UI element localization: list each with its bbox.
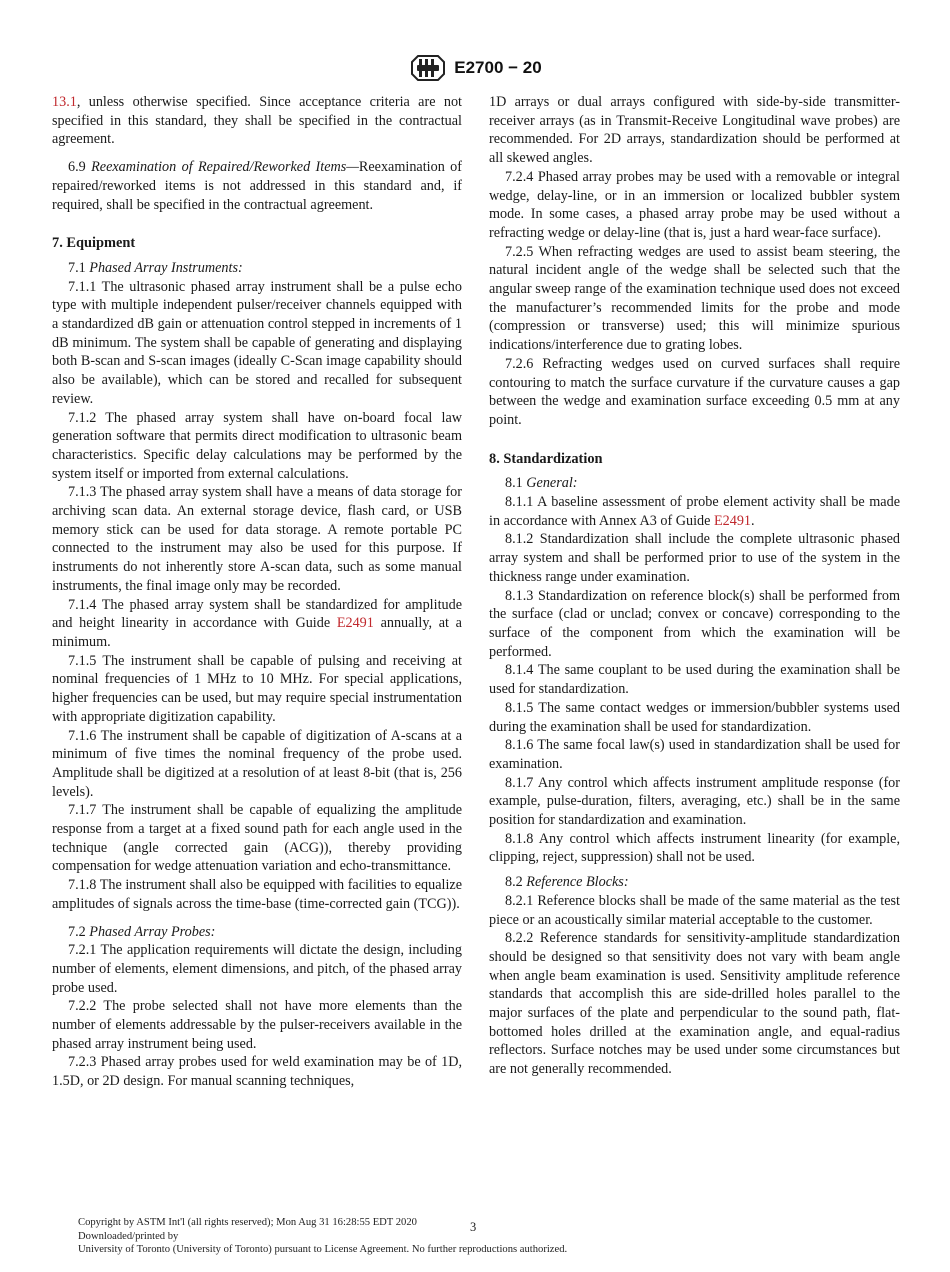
page-header (0, 50, 950, 86)
section-8-1-4: 8.1.4 The same couplant to be used during the examination shall be used for standardization. (489, 662, 900, 698)
page-footer (78, 1216, 878, 1257)
section-7-1-8: 7.1.8 The instrument shall also be equipped with facilities to equalize amplitudes of signals across the time-base (time-corrected gain (TCG)). (52, 877, 462, 912)
download-line: Downloaded/printed by (78, 1230, 179, 1242)
standard-code: E2700 − 20 (454, 58, 542, 77)
section-7-2-1: 7.2.1 The application requirements will dictate the design, including number of elements, element dimensions, and pitch, of the phased array probe used. (52, 942, 462, 996)
section-8-1-7: 8.1.7 Any control which affects instrument amplitude response (for example, pulse-duration, filters, averaging, etc.) shall be in the same position for standardization and examination. (489, 774, 900, 829)
section-7-1-5: 7.1.5 The instrument shall be capable of pulsing and receiving at nominal frequencies of 1 MHz to 10 MHz. For special applications, higher frequencies can be used, but may require special instrumentation with appropriate digitization capability. (52, 652, 462, 725)
section-7-2-4: 7.2.4 Phased array probes may be used with a removable or integral wedge, delay-line, or in an immersion or localized bubbler system mode. In some cases, a phased array probe may be used without a refracting wedge or delay-line (that is, just a hard wear-face surface). (489, 168, 900, 241)
page-number: 3 (470, 1220, 477, 1234)
left-column (52, 93, 462, 1091)
section-7-1-2: 7.1.2 The phased array system shall have on-board focal law generation software that permits direct modification to ultrasonic beam characteristics. Specific delay calculations may be performed by the system itself or imported from external calculations. (52, 409, 462, 482)
section-8-1-8: 8.1.8 Any control which affects instrument linearity (for example, clipping, reject, suppression) shall not be used. (489, 830, 900, 866)
section-8-1-5: 8.1.5 The same contact wedges or immersion/bubbler systems used during the examination shall be used for standardization. (489, 699, 900, 735)
section-7-2-5: 7.2.5 When refracting wedges are used to assist beam steering, the natural incident angle of the wedge shall be selected such that the angular sweep range of the examination technique used does not exceed the manufacturer’s recommended limits for the probe and mode (compression or transverse) used; this will minimize spurious indications/interference due to grating lobes. (489, 243, 900, 354)
section-7-2-6: 7.2.6 Refracting wedges used on curved surfaces shall require contouring to match the surface curvature if the curvature causes a gap between the wedge and examination surface exceeding 0.5 mm at any point. (489, 355, 900, 428)
section-7-1-6: 7.1.6 The instrument shall be capable of digitization of A-scans at a minimum of five times the nominal frequency of the probe used. Amplitude shall be digitized at a resolution of at least 8-bit (that is, 256 levels). (52, 727, 462, 800)
section-7-1-4: 7.1.4 The phased array system shall be standardized for amplitude and height linearity in accordance with Guide E2491 annually, at a minimum. (52, 596, 462, 650)
section-6-9: 6.9 Reexamination of Repaired/Reworked Items—Reexamination of repaired/reworked items is not addressed in this standard and, if required, shall be specified in the contractual agreement. (52, 159, 462, 213)
astm-logo-icon (408, 52, 448, 84)
section-7-1: 7.1 Phased Array Instruments: (68, 259, 243, 276)
section-heading-equipment: 7. Equipment (52, 235, 136, 252)
section-8-2-2: 8.2.2 Reference standards for sensitivity-amplitude standardization should be designed so that sensitivity does not vary with beam angle when angle beam examination is used. Sensitivity amplitude reference standards that accomplish this are side-drilled holes parallel to the major surfaces of the plate and perpendicular to the sound path, flat-bottomed holes drilled at the examination angle, and equal-radius reflectors. Surface notches may be used under some circumstances but are not generally recommended. (489, 930, 900, 1078)
paragraph-continuation-right: 1D arrays or dual arrays configured with side-by-side transmitter-receiver arrays (as in Transmit-Receive Longitudinal wave probes) are recommended. For 2D arrays, standardization should be performed at all skewed angles. (489, 94, 900, 167)
section-8-1-2: 8.1.2 Standardization shall include the complete ultrasonic phased array system and shall be performed prior to use of the system in the thickness range under examination. (489, 531, 900, 585)
section-7-1-7: 7.1.7 The instrument shall be capable of equalizing the amplitude response from a target at a fixed sound path for each angle used in the technique (angle corrected gain (ACG)), thereby providing compensation for wedge attenuation variation and echo-transmittance. (52, 802, 462, 875)
section-8-1-3: 8.1.3 Standardization on reference block(s) shall be performed from the surface (clad or unclad; convex or concave) corresponding to the surface of the component from which the examination will be performed. (489, 587, 900, 660)
section-7-2: 7.2 Phased Array Probes: (68, 923, 216, 940)
copyright-line: Copyright by ASTM Int'l (all rights reserved); Mon Aug 31 16:28:55 EDT 2020 (78, 1217, 417, 1228)
section-7-1-1: 7.1.1 The ultrasonic phased array instrument shall be a pulse echo type with multiple independent pulser/receiver channels equipped with a standardized dB gain or attenuation control stepped in increments of 1 dB minimum. The system shall be capable of generating and displaying both B-scan and S-scan images (ideally C-Scan image capability should also be available), which can be stored and recalled for subsequent review. (52, 278, 462, 407)
section-8-1-6: 8.1.6 The same focal law(s) used in standardization shall be used for examination. (489, 737, 900, 772)
section-link-13-1[interactable]: 13.1 (52, 94, 77, 110)
right-column (489, 93, 900, 1079)
license-line: University of Toronto (University of Toronto) pursuant to License Agreement. No further reproductions authorized. (78, 1244, 568, 1256)
section-8-1-1: 8.1.1 A baseline assessment of probe element activity shall be made in accordance with Annex A3 of Guide E2491. (489, 494, 900, 529)
guide-link-e2491-annex[interactable]: E2491 (713, 512, 752, 529)
section-7-1-3: 7.1.3 The phased array system shall have a means of data storage for archiving scan data. An external storage device, flash card, or USB memory stick can be used for data storage. A remote portable PC connected to the instrument may also be used for this purpose. If instruments do not inherently store A-scan data, such as some manual instruments, the final image only may be recorded. (52, 484, 462, 594)
section-7-2-3: 7.2.3 Phased array probes used for weld examination may be of 1D, 1.5D, or 2D design. For manual scanning techniques, (52, 1054, 462, 1090)
section-7-2-2: 7.2.2 The probe selected shall not have more elements than the number of elements addressable by the pulser-receivers available in the phased array instrument being used. (52, 998, 462, 1052)
guide-link-e2491[interactable]: E2491 (336, 615, 374, 632)
section-8-1: 8.1 General: (505, 475, 578, 492)
section-8-2-1: 8.2.1 Reference blocks shall be made of the same material as the test piece or an acoustically similar material acceptable to the customer. (489, 892, 900, 928)
paragraph-continuation: 13.1, unless otherwise specified. Since acceptance criteria are not specified in this standard, they shall be specified in the contractual agreement. (52, 94, 462, 148)
section-8-2: 8.2 Reference Blocks: (505, 874, 629, 891)
section-heading-standardization: 8. Standardization (489, 450, 603, 467)
